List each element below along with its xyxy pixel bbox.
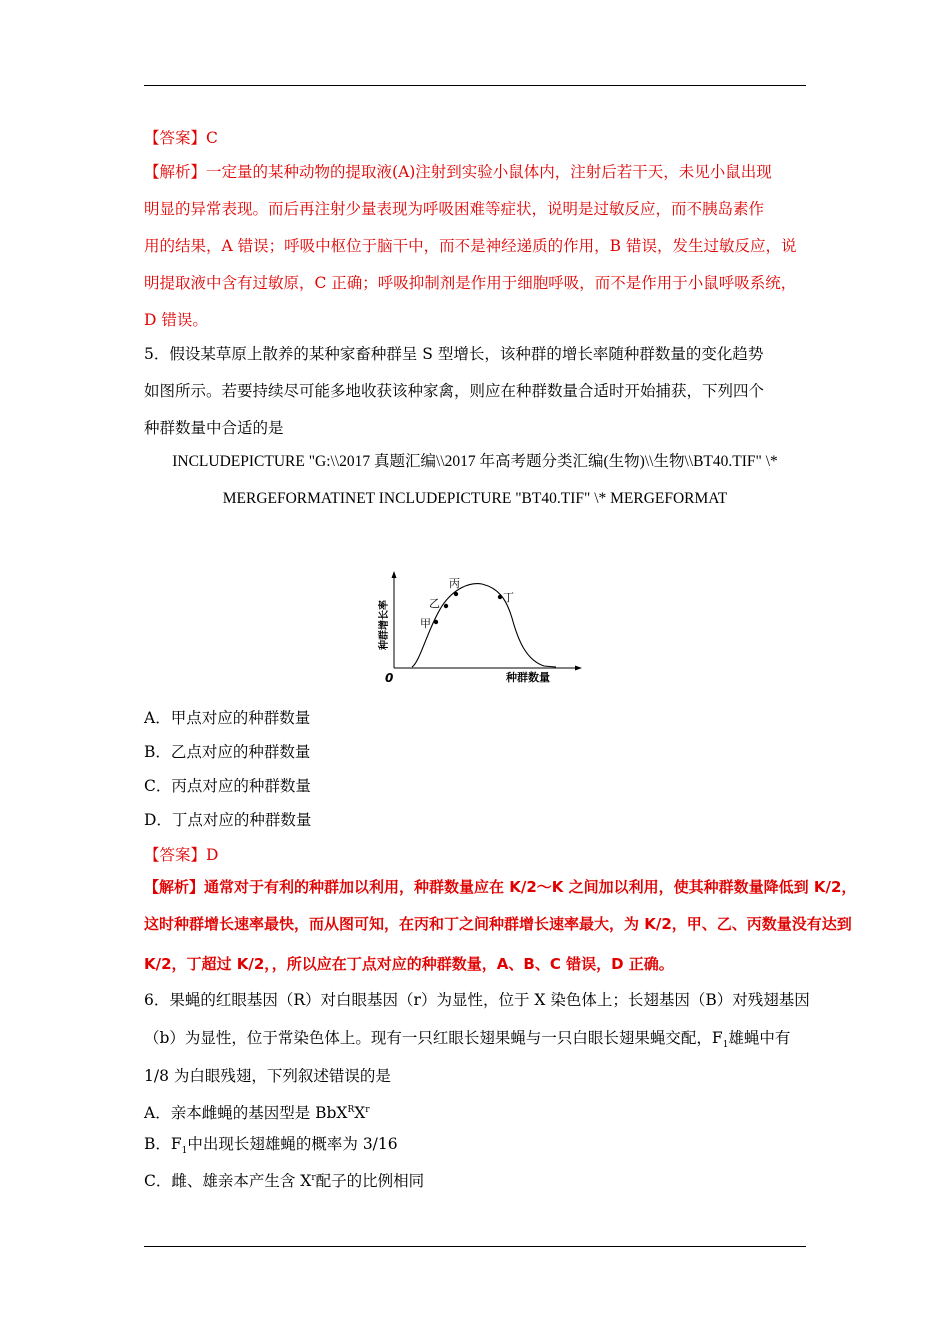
analysis-2-line-1 — [144, 876, 856, 898]
label-yi: 乙 — [429, 597, 440, 610]
question-5-line-3: 种群数量中合适的是 — [144, 419, 284, 437]
option-6a-sup-1: R — [347, 1105, 355, 1115]
x-axis-label: 种群数量 — [506, 671, 550, 684]
answer-2-label: 【答案】 — [144, 846, 207, 864]
analysis-2-line-2: 这时种群增长速率最快，而从图可知，在丙和丁之间种群增长速率最大，为 K/2，甲、乙、丙数量没有达到 — [144, 915, 852, 933]
question-5-line-2: 如图所示。若要持续尽可能多地收获该种家禽，则应在种群数量合适时开始捕获，下列四个 — [144, 382, 765, 400]
header-rule — [144, 85, 806, 86]
question-6-line-3: 1/8 为白眼残翅，下列叙述错误的是 — [144, 1067, 391, 1085]
analysis-2-text: 通常对于有利的种群加以利用，种群数量应在 K/2～K 之间加以利用，使其种群数量降低到 K/2， — [204, 878, 857, 896]
analysis-1-text: 一定量的某种动物的提取液(A)注射到实验小鼠体内，注射后若干天，未见小鼠出现 — [206, 163, 772, 181]
x-axis-arrow — [575, 666, 582, 671]
label-bing: 丙 — [449, 577, 460, 590]
point-bing — [454, 592, 458, 596]
option-6b-post: 中出现长翅雄蝇的概率为 3/16 — [187, 1135, 398, 1153]
question-6-line-2-a: （b）为显性，位于常染色体上。现有一只红眼长翅果蝇与一只白眼长翅果蝇交配，F — [144, 1029, 723, 1047]
analysis-2-line-3: K/2，丁超过 K/2，，所以应在丁点对应的种群数量，A、B、C 错误，D 正确。 — [144, 955, 674, 973]
analysis-1-label: 【解析】 — [144, 163, 207, 181]
answer-2 — [144, 845, 218, 865]
option-5c: C．丙点对应的种群数量 — [144, 777, 311, 795]
answer-1-label: 【答案】 — [144, 129, 207, 147]
analysis-1-line-5: D 错误。 — [144, 311, 208, 329]
option-6c-post: 配子的比例相同 — [315, 1172, 425, 1191]
point-ding — [498, 595, 502, 599]
option-6b-sub: 1 — [181, 1146, 188, 1157]
answer-2-value: D — [206, 846, 219, 864]
option-6c-pre: C．雌、雄亲本产生含 X — [144, 1172, 312, 1191]
analysis-1-line-3: 用的结果，A 错误；呼吸中枢位于脑干中，而不是神经递质的作用，B 错误，发生过敏反应，说 — [144, 237, 797, 255]
option-6c — [144, 1168, 424, 1191]
option-6b-pre: B．F — [144, 1135, 182, 1153]
origin-label: 0 — [385, 671, 394, 685]
question-5-line-1: 5．假设某草原上散养的某种家畜种群呈 S 型增长，该种群的增长率随种群数量的变化趋势 — [144, 345, 764, 363]
label-jia: 甲 — [420, 617, 431, 630]
question-6-line-1: 6．果蝇的红眼基因（R）对白眼基因（r）为显性，位于 X 染色体上；长翅基因（B）对残翅基因 — [144, 991, 810, 1009]
analysis-2-label: 【解析】 — [144, 878, 205, 896]
analysis-1-line-2: 明显的异常表现。而后再注射少量表现为呼吸困难等症状，说明是过敏反应，而不胰岛素作 — [144, 200, 765, 218]
option-5a: A．甲点对应的种群数量 — [144, 709, 311, 727]
point-yi — [444, 604, 448, 608]
analysis-1-line-4: 明提取液中含有过敏原，C 正确；呼吸抑制剂是作用于细胞呼吸，而不是作用于小鼠呼吸系统， — [144, 274, 797, 292]
analysis-1-line-1 — [144, 162, 772, 182]
answer-1 — [144, 128, 218, 148]
y-axis-label: 种群增长率 — [379, 600, 390, 650]
option-6b — [144, 1134, 398, 1161]
point-jia — [434, 620, 438, 624]
option-6c-sup: r — [311, 1173, 316, 1183]
option-6a-pre: A．亲本雌蝇的基因型是 BbX — [144, 1104, 348, 1123]
option-5b: B．乙点对应的种群数量 — [144, 743, 311, 761]
label-ding: 丁 — [503, 591, 514, 604]
footer-rule — [144, 1246, 806, 1247]
option-6a — [144, 1100, 370, 1123]
option-6a-mid: X — [354, 1104, 366, 1123]
question-6-line-2-b: 雄蝇中有 — [728, 1029, 791, 1047]
population-growth-figure — [372, 570, 592, 690]
field-code-line-1: INCLUDEPICTURE "G:\\2017 真题汇编\\2017 年高考题分类汇编(生物)\\生物\\BT40.TIF" \* — [172, 453, 778, 470]
option-5d: D．丁点对应的种群数量 — [144, 811, 312, 829]
option-6a-sup-2: r — [365, 1105, 370, 1115]
f1-subscript: 1 — [722, 1040, 729, 1051]
y-axis-arrow — [392, 571, 397, 578]
answer-1-value: C — [206, 129, 218, 147]
field-code-line-2: MERGEFORMATINET INCLUDEPICTURE "BT40.TIF" \* MERGEFORMAT — [222, 490, 728, 507]
question-6-line-2 — [144, 1028, 790, 1055]
